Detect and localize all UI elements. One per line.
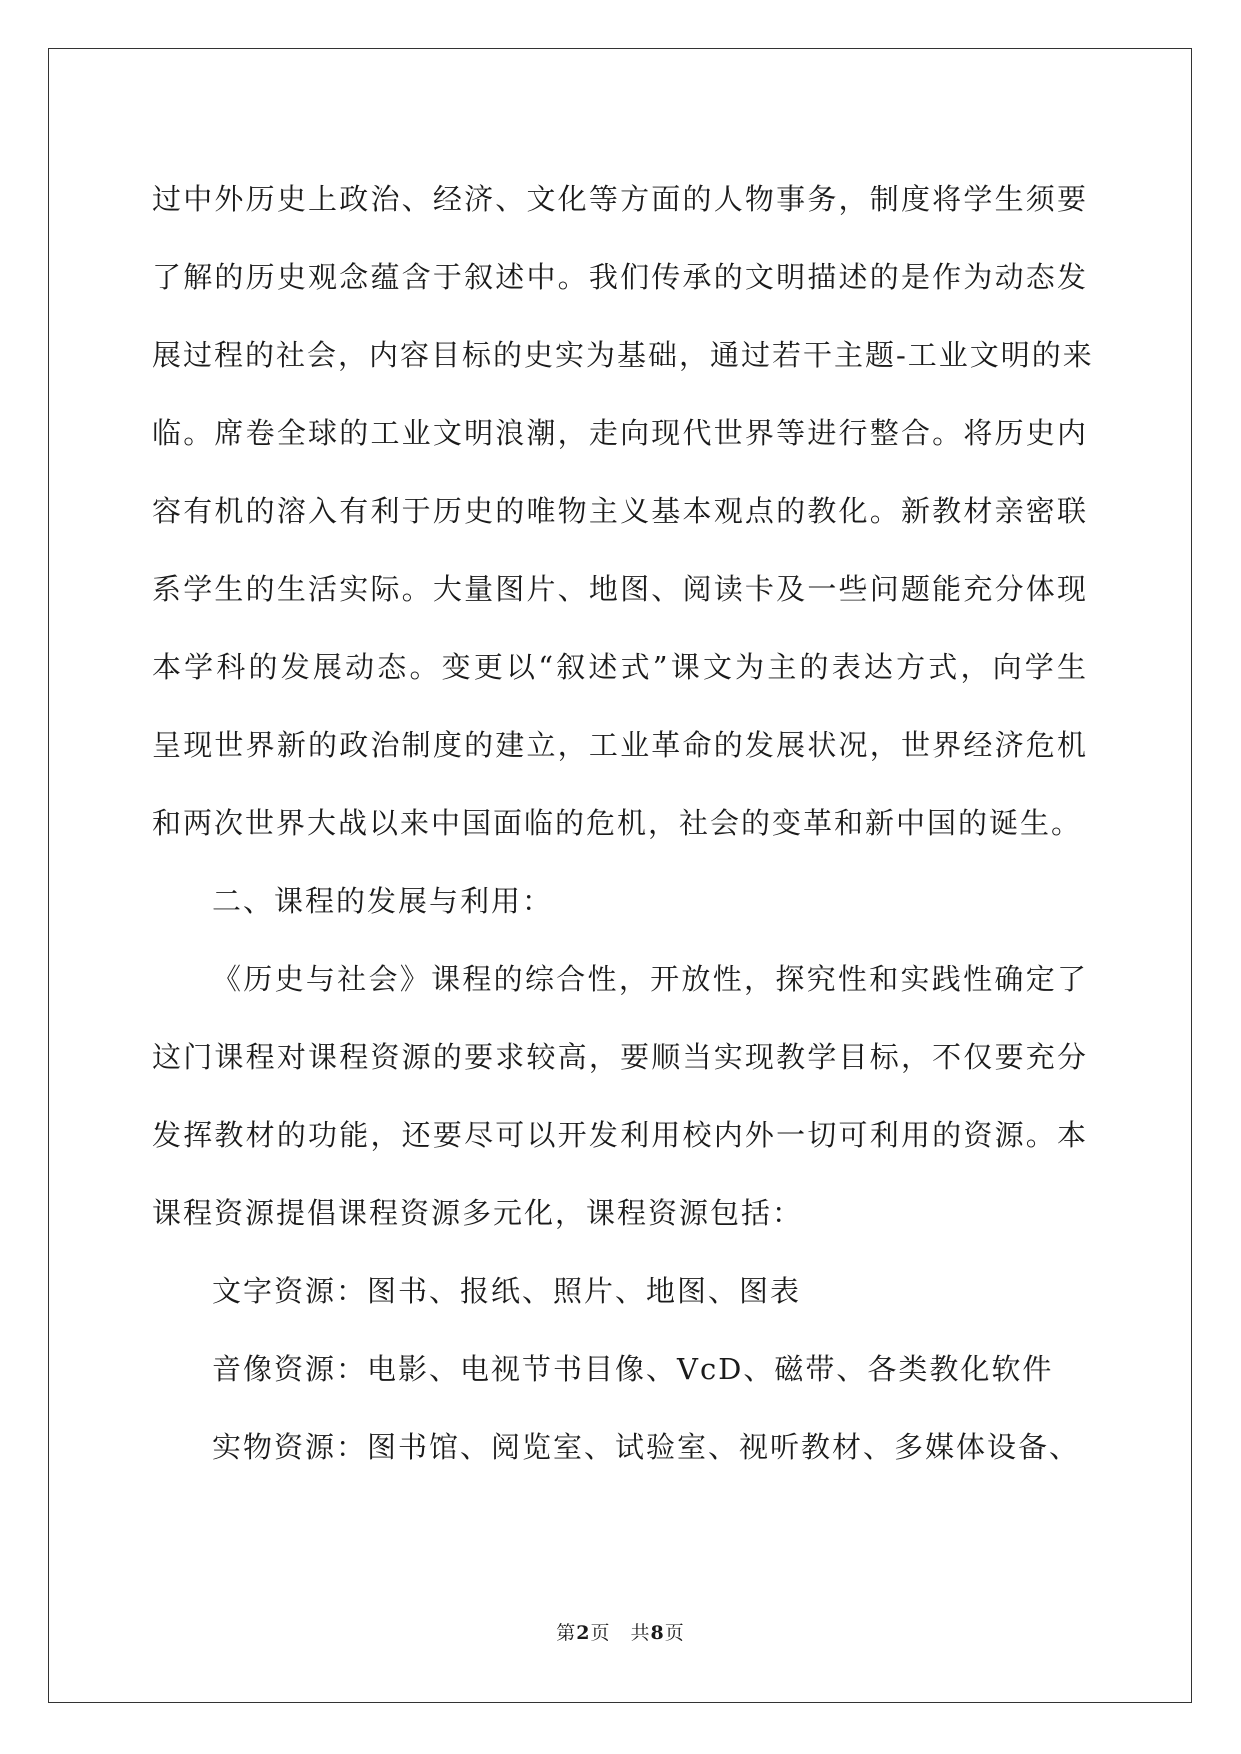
- text-line: 呈现世界新的政治制度的建立，工业革命的发展状况，世界经济危机: [152, 728, 1088, 762]
- text-line: 临。席卷全球的工业文明浪潮，走向现代世界等进行整合。将历史内: [152, 416, 1088, 450]
- list-item: 实物资源：图书馆、阅览室、试验室、视听教材、多媒体设备、: [212, 1430, 1081, 1464]
- list-item: 文字资源：图书、报纸、照片、地图、图表: [212, 1274, 802, 1308]
- text-line: 这门课程对课程资源的要求较高，要顺当实现教学目标，不仅要充分: [152, 1040, 1088, 1074]
- footer-middle: 页 共: [590, 1622, 651, 1644]
- footer-prefix: 第: [556, 1622, 577, 1644]
- document-body: [152, 160, 1094, 1486]
- footer-suffix: 页: [664, 1622, 685, 1644]
- text-line: 发挥教材的功能，还要尽可以开发利用校内外一切可利用的资源。本: [152, 1118, 1088, 1152]
- text-line: 容有机的溶入有利于历史的唯物主义基本观点的教化。新教材亲密联: [152, 494, 1088, 528]
- text-line: 过中外历史上政治、经济、文化等方面的人物事务，制度将学生须要: [152, 182, 1088, 216]
- text-line: 课程资源提倡课程资源多元化，课程资源包括：: [152, 1196, 804, 1230]
- total-page-number: 8: [650, 1622, 665, 1644]
- current-page-number: 2: [576, 1622, 591, 1644]
- text-line: 本学科的发展动态。变更以“叙述式”课文为主的表达方式，向学生: [152, 650, 1088, 684]
- text-line: 了解的历史观念蕴含于叙述中。我们传承的文明描述的是作为动态发: [152, 260, 1088, 294]
- text-line: 和两次世界大战以来中国面临的危机，社会的变革和新中国的诞生。: [152, 806, 1083, 840]
- section-heading: 二、课程的发展与利用：: [212, 884, 554, 918]
- page-footer: [0, 1618, 1241, 1645]
- text-line: 展过程的社会，内容目标的史实为基础，通过若干主题-工业文明的来: [152, 338, 1094, 372]
- text-line: 系学生的生活实际。大量图片、地图、阅读卡及一些问题能充分体现: [152, 572, 1088, 606]
- list-item: 音像资源：电影、电视节书目像、VcD、磁带、各类教化软件: [212, 1352, 1054, 1386]
- text-line: 《历史与社会》课程的综合性，开放性，探究性和实践性确定了: [212, 962, 1088, 996]
